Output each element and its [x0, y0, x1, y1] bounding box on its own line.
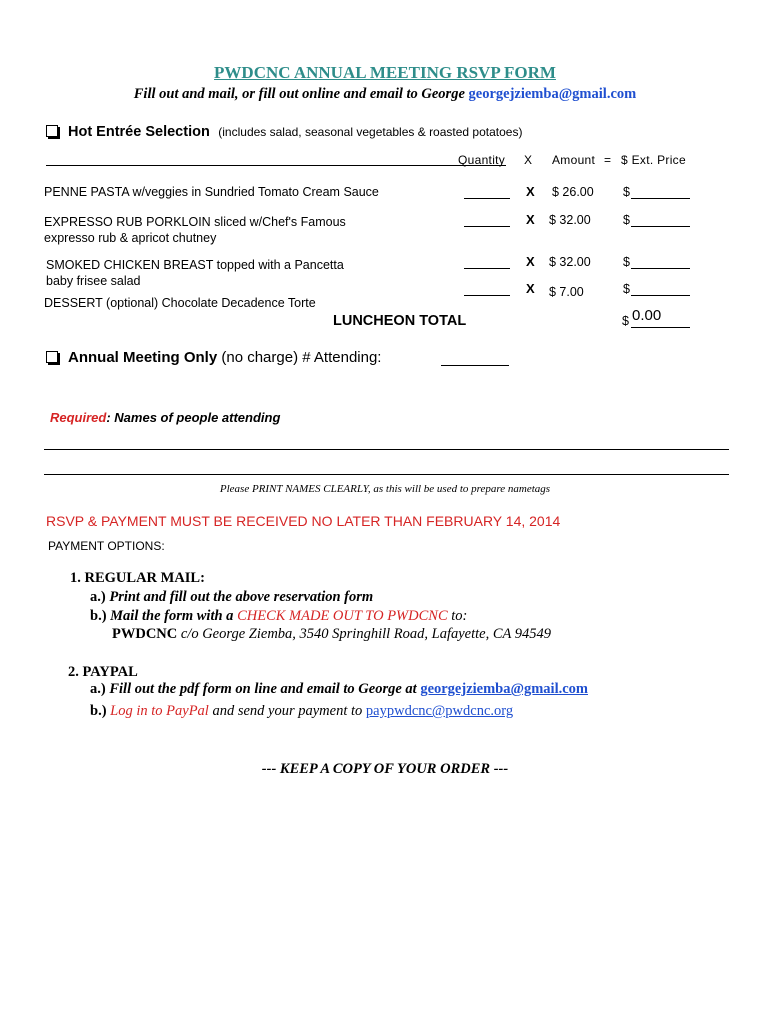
ext-dollar-penne: $ [623, 185, 630, 199]
times-sign: X [526, 212, 535, 227]
ext-dollar-dessert: $ [623, 282, 630, 296]
ext-field-porkloin[interactable] [631, 226, 690, 227]
required-text: : Names of people attending [106, 410, 281, 425]
mail-step-a [90, 589, 373, 606]
paypal-step-a-text: Fill out the pdf form on line and email to George at [109, 681, 417, 697]
annual-meeting-checkbox[interactable] [46, 351, 58, 363]
col-x: X [524, 153, 533, 167]
entree-divider [46, 165, 506, 166]
entree-heading-row [46, 123, 522, 141]
times-sign: X [526, 281, 535, 296]
mail-step-b-to: to: [451, 608, 468, 624]
luncheon-total-label: LUNCHEON TOTAL [333, 313, 467, 329]
deadline-notice: RSVP & PAYMENT MUST BE RECEIVED NO LATER THAN FEBRUARY 14, 2014 [46, 513, 561, 529]
luncheon-total-value[interactable]: 0.00 [632, 307, 662, 324]
menu-item-dessert: DESSERT (optional) Chocolate Decadence Torte [44, 296, 316, 310]
mail-heading: 1. REGULAR MAIL: [70, 570, 205, 586]
paypal-step-b-text: and send your payment to [212, 703, 363, 719]
mail-step-b-prefix: b.) [90, 608, 107, 624]
quantity-field-dessert[interactable] [464, 295, 510, 296]
paypal-step-a [90, 681, 588, 698]
form-subtitle [0, 86, 770, 103]
annual-meeting-text: (no charge) # Attending: [221, 349, 382, 366]
quantity-field-penne[interactable] [464, 198, 510, 199]
mail-step-b-text: Mail the form with a [110, 608, 234, 624]
col-equals: = [604, 153, 612, 167]
menu-item-chicken-detail: baby frisee salad [46, 274, 141, 288]
price-porkloin: $ 32.00 [549, 213, 591, 227]
required-row [50, 410, 280, 425]
names-line-2[interactable] [44, 474, 729, 475]
annual-meeting-row [46, 349, 381, 366]
total-field-line [631, 327, 690, 328]
col-amount: Amount [552, 153, 596, 167]
entree-heading: Hot Entrée Selection [68, 124, 210, 140]
check-payable-note: CHECK MADE OUT TO PWDCNC [237, 608, 448, 624]
form-title: PWDCNC ANNUAL MEETING RSVP FORM [214, 63, 556, 82]
col-quantity: Quantity [458, 153, 506, 167]
ext-field-chicken[interactable] [631, 268, 690, 269]
keep-copy-footer: --- KEEP A COPY OF YOUR ORDER --- [261, 761, 509, 777]
required-label: Required [50, 410, 107, 425]
payment-options-heading: PAYMENT OPTIONS: [48, 539, 165, 553]
price-penne: $ 26.00 [552, 185, 594, 199]
print-names-note: Please PRINT NAMES CLEARLY, as this will be used to prepare nametags [219, 483, 551, 495]
paypal-step-a-email-link[interactable]: georgejziemba@gmail.com [420, 681, 589, 697]
mail-address-org: PWDCNC [112, 626, 178, 642]
ext-dollar-chicken: $ [623, 255, 630, 269]
price-dessert: $ 7.00 [549, 285, 584, 299]
menu-item-porkloin-detail: expresso rub & apricot chutney [44, 231, 217, 245]
mail-step-a-prefix: a.) [90, 589, 106, 605]
annual-meeting-heading: Annual Meeting Only [68, 349, 218, 366]
total-dollar-sign: $ [622, 314, 629, 328]
paypal-step-b [90, 703, 513, 720]
subtitle-email-link[interactable]: georgejziemba@gmail.com [468, 86, 637, 102]
paypal-login-note: Log in to PayPal [110, 703, 209, 719]
subtitle-text: Fill out and mail, or fill out online and email to George [133, 86, 465, 102]
names-line-1[interactable] [44, 449, 729, 450]
times-sign: X [526, 184, 535, 199]
col-ext-price: $ Ext. Price [621, 153, 686, 167]
paypal-heading: 2. PAYPAL [68, 664, 138, 680]
menu-item-penne: PENNE PASTA w/veggies in Sundried Tomato Cream Sauce [44, 185, 379, 199]
ext-field-penne[interactable] [631, 198, 690, 199]
mail-step-a-text: Print and fill out the above reservation form [109, 589, 374, 605]
paypal-step-a-prefix: a.) [90, 681, 106, 697]
quantity-field-chicken[interactable] [464, 268, 510, 269]
menu-item-porkloin: EXPRESSO RUB PORKLOIN sliced w/Chef's Famous [44, 215, 346, 229]
mail-address-text: c/o George Ziemba, 3540 Springhill Road, Lafayette, CA 94549 [180, 626, 552, 642]
menu-item-chicken: SMOKED CHICKEN BREAST topped with a Pancetta [46, 258, 344, 272]
attending-count-field[interactable] [441, 365, 509, 366]
mail-step-b [90, 608, 467, 625]
quantity-field-porkloin[interactable] [464, 226, 510, 227]
price-chicken: $ 32.00 [549, 255, 591, 269]
paypal-step-b-email-link[interactable]: paypwdcnc@pwdcnc.org [365, 703, 514, 719]
times-sign: X [526, 254, 535, 269]
entree-checkbox[interactable] [46, 125, 58, 137]
ext-dollar-porkloin: $ [623, 213, 630, 227]
paypal-step-b-prefix: b.) [90, 703, 107, 719]
ext-field-dessert[interactable] [631, 295, 690, 296]
entree-note: (includes salad, seasonal vegetables & roasted potatoes) [218, 125, 523, 139]
mail-address [112, 626, 551, 643]
